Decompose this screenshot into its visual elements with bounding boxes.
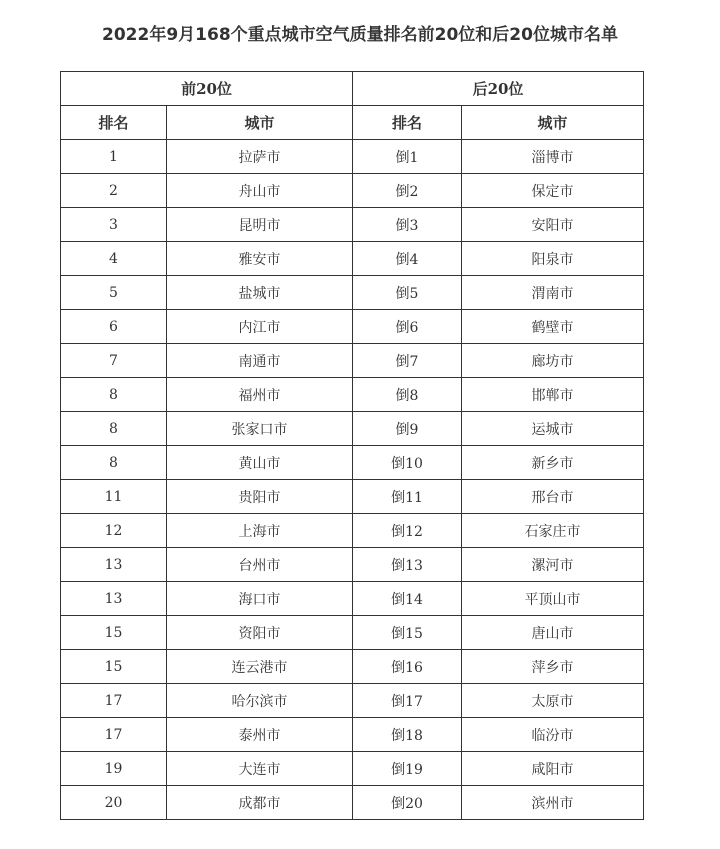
bottom-rank-cell: 倒18 <box>353 718 462 752</box>
bottom-city-cell: 滨州市 <box>462 786 644 820</box>
bottom-rank-cell: 倒3 <box>353 208 462 242</box>
top-rank-cell: 13 <box>61 548 167 582</box>
table-row <box>61 786 644 820</box>
column-header-row <box>61 106 644 140</box>
top-rank-cell: 17 <box>61 684 167 718</box>
bottom-city-cell: 运城市 <box>462 412 644 446</box>
table-row <box>61 208 644 242</box>
top-rank-cell: 19 <box>61 752 167 786</box>
table-row <box>61 582 644 616</box>
top-rank-cell: 1 <box>61 140 167 174</box>
bottom-city-cell: 淄博市 <box>462 140 644 174</box>
top-city-cell: 昆明市 <box>167 208 353 242</box>
bottom-rank-cell: 倒12 <box>353 514 462 548</box>
bottom-rank-cell: 倒16 <box>353 650 462 684</box>
page-title: 2022年9月168个重点城市空气质量排名前20位和后20位城市名单 <box>102 25 618 45</box>
top-city-cell: 海口市 <box>167 582 353 616</box>
bottom-rank-cell: 倒10 <box>353 446 462 480</box>
top-city-cell: 连云港市 <box>167 650 353 684</box>
top-city-cell: 大连市 <box>167 752 353 786</box>
bottom-city-cell: 邯郸市 <box>462 378 644 412</box>
top-city-cell: 福州市 <box>167 378 353 412</box>
bottom-city-cell: 石家庄市 <box>462 514 644 548</box>
table-row <box>61 378 644 412</box>
top-rank-cell: 6 <box>61 310 167 344</box>
bottom-city-cell: 临汾市 <box>462 718 644 752</box>
table-row <box>61 446 644 480</box>
bottom-city-cell: 太原市 <box>462 684 644 718</box>
bottom-city-cell: 阳泉市 <box>462 242 644 276</box>
bottom-rank-cell: 倒15 <box>353 616 462 650</box>
bottom-city-cell: 安阳市 <box>462 208 644 242</box>
top-city-cell: 内江市 <box>167 310 353 344</box>
table-row <box>61 310 644 344</box>
bottom-rank-cell: 倒19 <box>353 752 462 786</box>
top-rank-cell: 20 <box>61 786 167 820</box>
table-row <box>61 344 644 378</box>
bottom-city-cell: 渭南市 <box>462 276 644 310</box>
top-rank-cell: 12 <box>61 514 167 548</box>
bottom-rank-cell: 倒14 <box>353 582 462 616</box>
top-city-cell: 上海市 <box>167 514 353 548</box>
bottom-city-cell: 廊坊市 <box>462 344 644 378</box>
group-header-row <box>61 72 644 106</box>
table-row <box>61 752 644 786</box>
bottom-city-cell: 萍乡市 <box>462 650 644 684</box>
top-city-cell: 舟山市 <box>167 174 353 208</box>
top-city-cell: 拉萨市 <box>167 140 353 174</box>
table-row <box>61 548 644 582</box>
top-rank-cell: 15 <box>61 616 167 650</box>
bottom-city-cell: 邢台市 <box>462 480 644 514</box>
table-row <box>61 174 644 208</box>
bottom-rank-cell: 倒9 <box>353 412 462 446</box>
top-city-cell: 盐城市 <box>167 276 353 310</box>
bottom-rank-cell: 倒1 <box>353 140 462 174</box>
table-row <box>61 276 644 310</box>
top-rank-cell: 4 <box>61 242 167 276</box>
bottom-rank-cell: 倒4 <box>353 242 462 276</box>
bottom-rank-cell: 倒11 <box>353 480 462 514</box>
top-city-cell: 资阳市 <box>167 616 353 650</box>
top-rank-cell: 3 <box>61 208 167 242</box>
top-city-cell: 成都市 <box>167 786 353 820</box>
table-row <box>61 480 644 514</box>
top-city-cell: 南通市 <box>167 344 353 378</box>
top-rank-cell: 2 <box>61 174 167 208</box>
bottom-rank-cell: 倒20 <box>353 786 462 820</box>
bottom-rank-cell: 倒6 <box>353 310 462 344</box>
column-header-bottom-rank: 排名 <box>353 106 462 140</box>
bottom-city-cell: 咸阳市 <box>462 752 644 786</box>
bottom-city-cell: 唐山市 <box>462 616 644 650</box>
table-body <box>61 140 644 820</box>
top-city-cell: 哈尔滨市 <box>167 684 353 718</box>
bottom-city-cell: 漯河市 <box>462 548 644 582</box>
bottom-city-cell: 平顶山市 <box>462 582 644 616</box>
top-city-cell: 张家口市 <box>167 412 353 446</box>
column-header-bottom-city: 城市 <box>462 106 644 140</box>
table-row <box>61 616 644 650</box>
top-rank-cell: 7 <box>61 344 167 378</box>
top-rank-cell: 8 <box>61 412 167 446</box>
top-rank-cell: 8 <box>61 378 167 412</box>
table-row <box>61 650 644 684</box>
bottom-rank-cell: 倒2 <box>353 174 462 208</box>
bottom-city-cell: 鹤壁市 <box>462 310 644 344</box>
top-rank-cell: 8 <box>61 446 167 480</box>
top-city-cell: 贵阳市 <box>167 480 353 514</box>
group-header-top20: 前20位 <box>61 72 353 106</box>
top-city-cell: 台州市 <box>167 548 353 582</box>
bottom-rank-cell: 倒13 <box>353 548 462 582</box>
group-header-bottom20: 后20位 <box>353 72 644 106</box>
table-row <box>61 514 644 548</box>
bottom-rank-cell: 倒5 <box>353 276 462 310</box>
bottom-rank-cell: 倒8 <box>353 378 462 412</box>
top-rank-cell: 11 <box>61 480 167 514</box>
table-row <box>61 412 644 446</box>
top-rank-cell: 5 <box>61 276 167 310</box>
air-quality-ranking-table <box>60 71 644 820</box>
bottom-city-cell: 保定市 <box>462 174 644 208</box>
top-rank-cell: 13 <box>61 582 167 616</box>
table-row <box>61 718 644 752</box>
table-row <box>61 684 644 718</box>
column-header-top-rank: 排名 <box>61 106 167 140</box>
top-rank-cell: 15 <box>61 650 167 684</box>
column-header-top-city: 城市 <box>167 106 353 140</box>
top-rank-cell: 17 <box>61 718 167 752</box>
table-row <box>61 242 644 276</box>
top-city-cell: 雅安市 <box>167 242 353 276</box>
table-row <box>61 140 644 174</box>
bottom-city-cell: 新乡市 <box>462 446 644 480</box>
top-city-cell: 泰州市 <box>167 718 353 752</box>
bottom-rank-cell: 倒17 <box>353 684 462 718</box>
bottom-rank-cell: 倒7 <box>353 344 462 378</box>
top-city-cell: 黄山市 <box>167 446 353 480</box>
